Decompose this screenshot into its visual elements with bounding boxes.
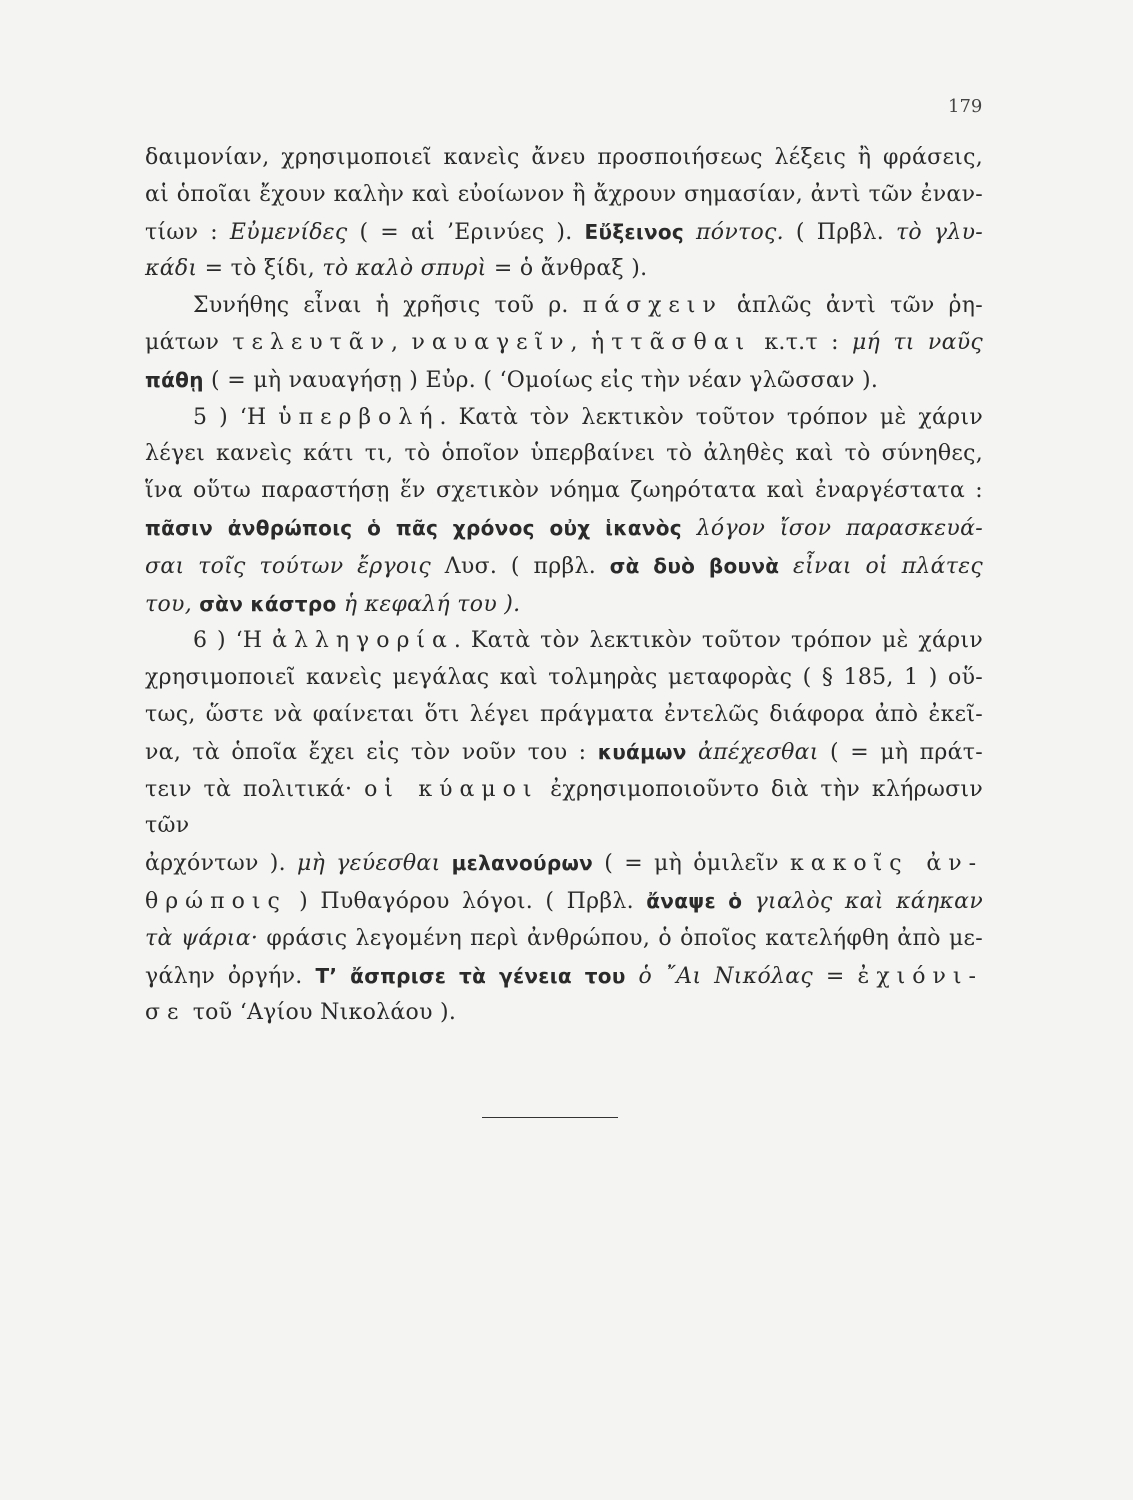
- section-heading-6: 6 ) ‘Η ἀλληγορία. Κατὰ τὸν λεκτικὸν τοῦτον τρόπον μὲ χάριν: [193, 628, 983, 654]
- horizontal-rule: [482, 1117, 618, 1118]
- text-line: αἱ ὁποῖαι ἔχουν καλὴν καὶ εὐοίωνον ἢ ἄχρουν σημασίαν, ἀντὶ τῶν ἐναν-: [145, 181, 983, 207]
- text-line: γάλην ὀργήν. Τ’ ἄσπρισε τὰ γένεια του ὁ ῎Αι Νικόλας = ἐχιόνι-: [145, 963, 983, 989]
- text-line: χρησιμοποιεῖ κανεὶς μεγάλας καὶ τολμηρὰς μεταφορὰς ( § 185, 1 ) οὕ-: [145, 665, 983, 691]
- text-line: τως, ὥστε νὰ φαίνεται ὅτι λέγει πράγματα ἐντελῶς διάφορα ἀπὸ ἐκεῖ-: [145, 701, 983, 727]
- text-line: θρώποις ) Πυθαγόρου λόγοι. ( Πρβλ. ἄναψε ὁ γιαλὸς καὶ κάηκαν: [145, 888, 983, 914]
- text-line: μάτων τελευτᾶν, ναυαγεῖν, ἡττᾶσθαι κ.τ.τ : μή τι ναῦς: [145, 329, 984, 355]
- text-line: λέγει κανεὶς κάτι τι, τὸ ὁποῖον ὑπερβαίνει τὸ ἀληθὲς καὶ τὸ σύνηθες,: [145, 441, 983, 467]
- body-text: [145, 140, 983, 1032]
- text-line: πᾶσιν ἀνθρώποις ὁ πᾶς χρόνος οὐχ ἱκανὸς λόγον ἴσον παρασκευά-: [145, 515, 984, 541]
- text-line: ἀρχόντων ). μὴ γεύεσθαι μελανούρων ( = μὴ ὁμιλεῖν κακοῖς ἀν-: [145, 851, 983, 877]
- text-line: σε τοῦ ‘Αγίου Νικολάου ).: [145, 1000, 457, 1026]
- section-heading-5: 5 ) ‘Η ὑπερβολή. Κατὰ τὸν λεκτικὸν τοῦτον τρόπον μὲ χάριν: [193, 404, 983, 430]
- page-number: 179: [948, 96, 983, 117]
- text-line: κάδι = τὸ ξίδι, τὸ καλὸ σπυρὶ = ὁ ἄνθραξ ).: [145, 256, 648, 282]
- text-line: σαι τοῖς τούτων ἔργοις Λυσ. ( πρβλ. σὰ δυὸ βουνὰ εἶναι οἱ πλάτες: [145, 553, 983, 579]
- text-line: ἵνα οὕτω παραστήσῃ ἕν σχετικὸν νόημα ζωηρότατα καὶ ἐναργέστατα :: [145, 478, 983, 504]
- text-line: να, τὰ ὁποῖα ἔχει εἰς τὸν νοῦν του : κυάμων ἀπέχεσθαι ( = μὴ πράτ-: [145, 739, 983, 765]
- text-line: δαιμονίαν, χρησιμοποιεῖ κανεὶς ἄνευ προσποιήσεως λέξεις ἢ φράσεις,: [145, 145, 983, 170]
- text-line: Συνήθης εἶναι ἡ χρῆσις τοῦ ρ. πάσχειν ἁπλῶς ἀντὶ τῶν ῥη-: [193, 293, 983, 319]
- text-line: τίων : Εὐμενίδες ( = αἱ ’Ερινύες ). Εὔξεινος πόντος. ( Πρβλ. τὸ γλυ-: [145, 219, 983, 245]
- text-line: τὰ ψάρια· φράσις λεγομένη περὶ ἀνθρώπου, ὁ ὁποῖος κατελήφθη ἀπὸ με-: [145, 925, 983, 951]
- text-line: του, σὰν κάστρο ἡ κεφαλή του ).: [145, 591, 521, 617]
- text-line: πάθῃ ( = μὴ ναυαγήσῃ ) Εὐρ. ( ‘Ομοίως εἰς τὴν νέαν γλῶσσαν ).: [145, 367, 879, 393]
- text-line: τειν τὰ πολιτικά· οἱ κύαμοι ἐχρησιμοποιοῦντο διὰ τὴν κλήρωσιν τῶν: [145, 776, 983, 839]
